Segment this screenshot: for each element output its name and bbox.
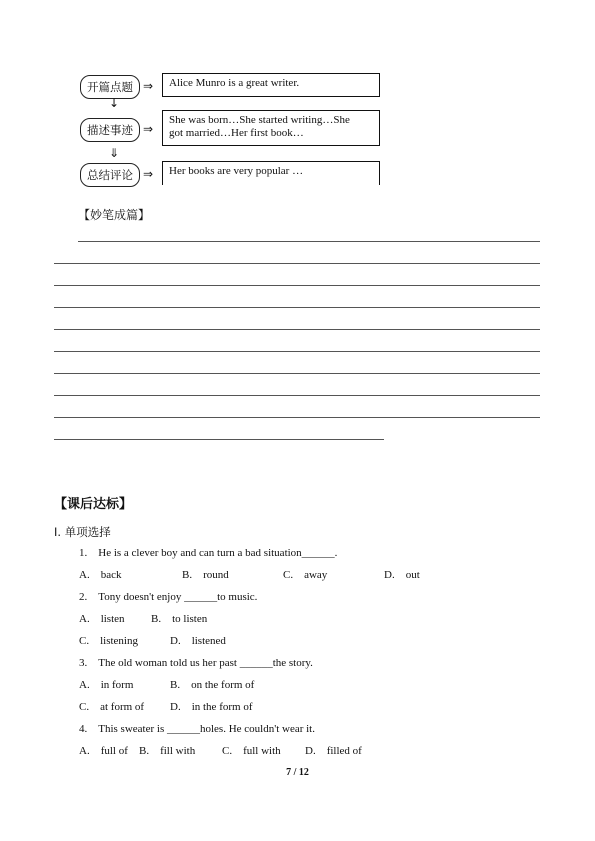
writing-section-title: 【妙笔成篇】 xyxy=(78,208,151,222)
writing-line[interactable] xyxy=(54,417,540,418)
option-b[interactable]: B. fill with xyxy=(139,745,196,757)
option-c[interactable]: C. away xyxy=(283,569,328,581)
option-a[interactable]: A. in form xyxy=(79,679,134,691)
part1-title: Ⅰ. 单项选择 xyxy=(54,525,111,539)
option-c[interactable]: C. at form of xyxy=(79,701,145,713)
option-d[interactable]: D. out xyxy=(384,569,420,581)
question-stem: 4. This sweater is ______holes. He couldn't wear it. xyxy=(79,723,315,735)
option-a[interactable]: A. listen xyxy=(79,613,125,625)
question-stem: 2. Tony doesn't enjoy ______to music. xyxy=(79,591,258,603)
flow-step-describe: 描述事迹 xyxy=(80,118,140,142)
option-b[interactable]: B. to listen xyxy=(151,613,208,625)
flow-step-summary: 总结评论 xyxy=(80,163,140,187)
arrow-right-icon: ⇒ xyxy=(143,122,154,136)
writing-line[interactable] xyxy=(54,329,540,330)
flow-box-2-line-2: got married…Her first book… xyxy=(169,127,304,139)
flow-step-intro: 开篇点题 xyxy=(80,75,140,99)
option-b[interactable]: B. on the form of xyxy=(170,679,255,691)
option-a[interactable]: A. back xyxy=(79,569,122,581)
flow-box-2-line-1: She was born…She started writing…She xyxy=(169,114,350,126)
flow-box-1: Alice Munro is a great writer. xyxy=(162,73,380,97)
arrow-down-icon: ⇓ xyxy=(109,146,120,160)
option-d[interactable]: D. in the form of xyxy=(170,701,253,713)
page-number: 7 / 12 xyxy=(286,767,309,778)
question-stem: 3. The old woman told us her past ______the story. xyxy=(79,657,313,669)
writing-line[interactable] xyxy=(54,373,540,374)
option-d[interactable]: D. filled of xyxy=(305,745,362,757)
writing-line[interactable] xyxy=(54,307,540,308)
question-stem: 1. He is a clever boy and can turn a bad situation______. xyxy=(79,547,338,559)
writing-line[interactable] xyxy=(54,395,540,396)
writing-line[interactable] xyxy=(54,263,540,264)
writing-line[interactable] xyxy=(78,241,540,242)
writing-line[interactable] xyxy=(54,439,384,440)
option-b[interactable]: B. round xyxy=(182,569,229,581)
flow-box-2 xyxy=(162,110,380,146)
arrow-down-icon: ↓ xyxy=(109,96,120,110)
option-c[interactable]: C. full with xyxy=(222,745,281,757)
option-d[interactable]: D. listened xyxy=(170,635,226,647)
exercises-title: 【课后达标】 xyxy=(54,497,133,512)
writing-line[interactable] xyxy=(54,351,540,352)
option-a[interactable]: A. full of xyxy=(79,745,128,757)
flow-box-3: Her books are very popular … xyxy=(162,161,380,185)
arrow-right-icon: ⇒ xyxy=(143,79,154,93)
writing-line[interactable] xyxy=(54,285,540,286)
option-c[interactable]: C. listening xyxy=(79,635,138,647)
arrow-right-icon: ⇒ xyxy=(143,167,154,181)
